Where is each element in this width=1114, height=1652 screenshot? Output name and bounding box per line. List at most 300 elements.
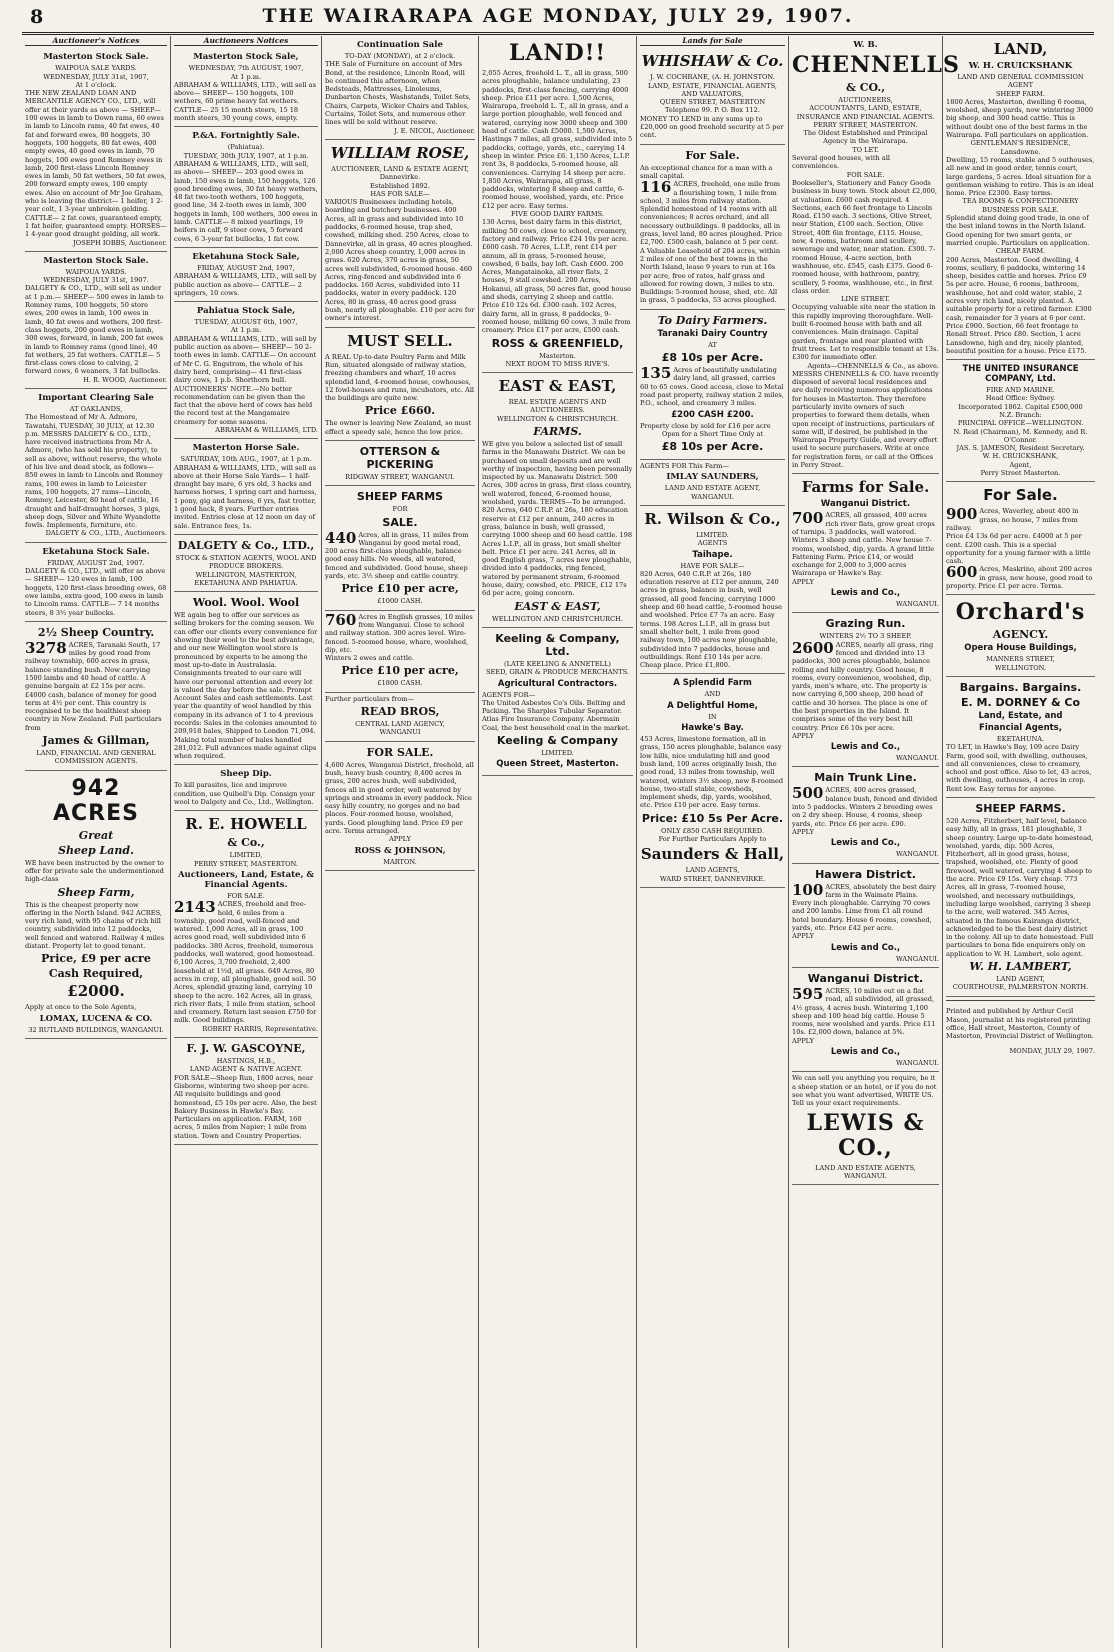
ad-acres: 500: [792, 784, 824, 803]
ad-cash: ONLY £850 CASH REQUIRED.: [661, 826, 764, 835]
ad-keeling: [482, 628, 633, 776]
ad-line-body: Occupying valuable site near the station in this rapidly improving thoroughfare. Well-built 6-roomed house with bath and all conveniences. Main drainage. Capital garden, frontage and rear planted with fruit trees. Let to responsible tenant at 13s. £300 for immediate offer.: [792, 303, 939, 362]
ad-messrs: MESSRS CHENNELLS & CO. have recently disposed of several local residences and are daily receiving numerous applications for houses in Masterton. They therefore particularly invite owners of such properties to forward them details, when upon receipt of instructions, particulars of same will, if desired, be published in the Wairarapa Property Guide, and every effort used to secure purchasers. Write at once for registration form, or call at the Offices in Perry Street.: [792, 369, 939, 470]
ad-east-and-east: [482, 373, 633, 628]
ad-subtitle: Taranaki Dairy Country: [657, 328, 768, 339]
ad-title: Wool. Wool. Wool: [192, 596, 300, 610]
ad-agent: Lewis and Co.,: [830, 838, 901, 849]
ad-price: Price, £9 per acre: [41, 952, 151, 966]
ad-body: ACRES, 400 acres grassed, balance bush, fenced and divided into 5 paddocks. Winters 2 breeding ewes on 2 dry sheep. House, 4 rooms, sheep yards, etc. Price £6 per acre. £90.: [792, 786, 938, 828]
ad-body: ABRAHAM & WILLIAMS, LTD., will sell as above at their Horse Sale Yards— 1 half-draught bay mare, 6 yrs old, 3 hacks and harness horses, 1 spring cart and harness, 1 pony, gig and harness, 6 yrs, fast trotter, 1 good hack, 8 years. Further entries invited. Entries close at 12 noon on day of sale. Entrance fees, 1s.: [174, 463, 317, 530]
ad-note: Property close by sold for £16 per acre: [640, 421, 771, 430]
ad-lewis: [792, 1072, 939, 1185]
ad-title: To Dairy Farmers.: [657, 313, 768, 327]
ad-place: EKETAHUNA.: [996, 734, 1045, 743]
ad-date: FRIDAY, AUGUST 2nd, 1907,: [197, 263, 295, 272]
ad-line: LAND AGENT & NATIVE AGENT.: [189, 1065, 303, 1074]
ad-imlay-saunders: [640, 460, 785, 506]
ad-body: 4,600 Acres, Wanganui District, freehold, all bush, heavy bush country, 8,400 acres in grass, 200 acres bush, well subdivided, fences all in good order, well watered by springs and streams in every paddock. Nice easy hilly country, no gorges and no bad places. Four-roomed house, woolshed, yards. Good ploughing land. Price £9 per acre. Terms arranged.: [325, 760, 474, 835]
ad-directors: N. Reid (Chairman), M. Kennedy, and R. O'Connor.: [953, 427, 1088, 444]
ad-address: NEXT ROOM TO MISS RIVE'S.: [505, 359, 610, 368]
ad-body3: A Valuable Leasehold of 204 acres, within 2 miles of one of the best towns in the North Island, lease 9 years to run at 16s per acre, free of rates, half grass and allowed for rowing down, 3 miles to stn. Buildings: 5-roomed house, shed, etc. All in grass, 5 paddocks, 53 acres ploughed.: [640, 246, 781, 305]
ad-time: At 1 p.m.: [230, 72, 262, 81]
printer-imprint: Printed and published by Arthur Cecil Mason, journalist at his registered printing office, Hall street, Masterton, County of Masterton, Provincial District of Wellington.: [946, 1007, 1094, 1041]
ad-agency: AGENCY.: [992, 628, 1049, 642]
ad-agent: Lewis and Co.,: [830, 942, 901, 953]
ad-have: HAVE FOR SALE—: [680, 561, 745, 570]
ad-body: ABRAHAM & WILLIAMS, LTD., will sell by public auction as above— SHEEP— 50 2-tooth ewes in lamb. CATTLE— On account of Mr C. G. Engstrom, the whole of his dairy herd, comprising— 41 first-class dairy cows, 1 p.b. Shorthorn bull.: [174, 334, 317, 385]
ad-title: FOR SALE.: [366, 745, 434, 759]
ad-farms-for-sale: [792, 474, 939, 613]
ad-title: Masterton Stock Sale.: [43, 52, 149, 63]
ad-place: Masterton.: [539, 351, 576, 360]
ad-place: Taihape.: [692, 549, 733, 560]
ad-price: Price £10 per acre,: [341, 664, 459, 678]
ad-forsale: FOR SALE.: [227, 891, 265, 900]
column-6: [788, 36, 960, 1648]
ad-agents: AGENTS: [697, 539, 728, 548]
ad-sheep-farms-lambert: [946, 798, 1095, 997]
ad-acres: 2600: [792, 638, 834, 657]
ad-william-rose: [325, 140, 475, 328]
ad-line: LAND AND ESTATE AGENT,: [664, 484, 761, 493]
ad-apply: APPLY: [792, 827, 814, 836]
ad-body: WE again beg to offer our services as selling brokers for the coming season. We can offer our clients every convenience for showing their wool to the best advantage, and our new Wellington wool store is pronounced by experts to be among the most up-to-date in Australasia. Consignments treated to our care will have our personal attention and every lot is valued the day before the sale. Prompt Account Sales and cash settlements. Last year the quantity of wool handled by this company in its advance of 1 to 4 previous records: Sales in the colonies amounted to 209,918 bales, Shipped to London 71,094. Making total number of bales handled 281,012. Full advances made against clips when required.: [174, 611, 318, 761]
ad-body: Acres, Waverley, about 400 in grass, no house, 7 miles from railway.: [946, 507, 1079, 532]
ad-office: PRINCIPAL OFFICE—WELLINGTON.: [957, 419, 1084, 428]
ad-place: WANGANUI: [379, 728, 421, 737]
ad-street: MANNERS STREET,: [986, 655, 1055, 664]
column-3: [321, 36, 478, 1648]
ad-title: 2½ Sheep Country.: [37, 625, 155, 639]
ad-line3: SALE.: [382, 515, 418, 529]
ad-line: LAND AGENT,: [996, 975, 1045, 984]
ad-sheep-farm: SHEEP FARM.: [995, 89, 1045, 98]
ad-limited: LIMITED.: [696, 530, 729, 539]
ad-for-sale: [640, 145, 785, 310]
ad-name: CHENNELLS: [792, 52, 960, 78]
ad-agent: ROSS & GREENFIELD,: [491, 336, 624, 350]
ad-body: THE Sale of Furniture on account of Mrs Bond, at the residence, Lincoln Road, will be continued this afternoon, when Bedsteads, Mattresses, Linoleums, Dunbarton Chests, Washstands, Toilet Sets, Chairs, Carpets, Wicker Chairs and Tables, Curtains, Toilet Sets, and numerous other lines will be sold without reserve.: [325, 60, 471, 127]
ad-line: Land, Estate, and: [978, 710, 1063, 721]
ad-line: SEED, GRAIN & PRODUCE MERCHANTS.: [485, 668, 630, 677]
ad-to-let-body: Several good houses, with all conveniences.: [792, 154, 891, 171]
column-5: [636, 36, 788, 1648]
ad-address: RIDGWAY STREET, WANGANUI.: [345, 472, 455, 481]
ad-title: Masterton Stock Sale.: [43, 255, 149, 266]
ad-bargains: [946, 677, 1095, 798]
ad-for-sale: [325, 742, 475, 871]
ad-sub: (LATE KEELING & ANNETELL): [504, 659, 611, 668]
ad-title: Masterton Horse Sale.: [192, 443, 300, 454]
ad-acres: 100: [792, 880, 824, 899]
ad-body: DALGETY & CO., LTD., will offer as above— SHEEP— 120 ewes in lamb, 100 hoggets, 120 first-class breeding ewes, 68 ewe lambs, extra good, 100 ewes in lamb to Lincoln rams. CATTLE— 7 14 months steers, 8 3½ year bullocks.: [25, 567, 167, 617]
ad-sheep-country: [25, 622, 167, 771]
ad-body: 1800 Acres, Masterton, dwelling 6 rooms, woolshed, sheep yards, now wintering 3000 big sheep, and 300 head cattle. This is without doubt one of the best farms in the Wairarapa. Full particulars on application.: [946, 97, 1094, 140]
ad-agent-role: Agent,: [1009, 460, 1032, 469]
ad-name: W. H. CRUICKSHANK: [968, 61, 1073, 71]
ad-land: LAND,: [993, 40, 1048, 58]
ad-place: WANGANUI.: [895, 1059, 939, 1068]
ad-line: Auctioneers, Land, Estate, & Financial Agents.: [177, 869, 315, 890]
ad-body: ACRES, freehold and free-hold, 6 miles from a township, good road, well-fenced and watered. 1,000 Acres, all in grass, 100 acres good road, well subdivided into 6 paddocks. 380 Acres, freehold, numerous paddocks, well watered, good homestead. 6,100 Acres, 3,700 freehold, 2,400 leasehold at 1½d, all grass. 649 Acres, 80 acres in crop, all ploughable, good soil. 50 Acres, splendid grazing land, carrying 10 sheep to the acre. 162 Acres, all in grass, rich river flats, 1 mile from station, school and creamery. Return last season £750 for milk. Good buildings.: [174, 900, 317, 1025]
ad-name: Keeling & Company, Ltd.: [495, 631, 620, 658]
ad-date: TUESDAY, AUGUST 6th, 1907,: [194, 318, 298, 327]
ad-line: LAND AGENTS,: [685, 866, 740, 875]
newspaper-title: THE WAIRARAPA AGE MONDAY, JULY 29, 1907.: [262, 5, 854, 27]
ad-acres: 3278: [25, 638, 67, 657]
ad-head: Head Office: Sydney.: [985, 394, 1056, 403]
ad-date: TO-DAY (MONDAY), at 2 o'clock.: [344, 52, 456, 60]
ad-dairy-farms: FIVE GOOD DAIRY FARMS.: [510, 210, 605, 219]
ad-open: Open for a Short Time Only at: [661, 429, 764, 438]
ad-branch: N.Z. Branch:: [999, 410, 1042, 419]
ad-farms: FARMS.: [533, 424, 582, 438]
ad-name: WHISHAW & Co.: [641, 52, 784, 71]
ad-main-trunk: [792, 767, 939, 863]
ad-body: WE have been instructed by the owner to offer for private sale the undermentioned high-class: [25, 858, 164, 884]
ad-price: Price: £10 5s Per Acre.: [641, 811, 784, 825]
ad-body: 520 Acres, Fitzherbert, half level, balance easy hilly, all in grass, 181 ploughable, 3 sheep country. Large up-to-date homestead, woolshed, yards, dip. 500 Acres, Fitzherbert, all in good grass, house, trapshed, woolshed, etc. Plenty of good firewood, well watered, carrying 4 sheep to the acre. Price £9 15s. Very cheap. 773 Acres, all in grass, 7-roomed house, woolshed, and necessary outbuildings, including large woolshed, carrying 3 sheep to the acre, well watered. 345 Acres, situated in the famous Kairanga district, acknowledged to be the best dairy district in the colony. All up to date homestead. Full particulars to bona fide enquirers only on application to W. H. Lambert, sole agent.: [946, 817, 1094, 958]
ad-line: STOCK & STATION AGENTS, WOOL AND PRODUCE BROKERS.: [175, 553, 317, 571]
ad-signature: Agents—CHENNELLS & Co., as above.: [807, 361, 939, 370]
ad-place: WANGANUI.: [895, 754, 939, 763]
ad-760-acres: [325, 611, 475, 693]
ad-body: VARIOUS Businesses including hotels, boarding and butchery businesses. 400 Acres, all in grass and subdivided into 10 paddocks, 6-roomed house, trap shed, cowshed, milking shed. 250 Acres, close to Dannevirke, all in grass, 40 acres ploughed. 2,000 Acres sheep country, 1,000 acres in grass. 620 Acres, 370 acres in grass, 50 acres well subdivided, 6-roomed house. 460 Acres, ring-fenced and subdivided into 6 paddocks. 160 Acres, subdivided into 11 paddocks, water in every paddock. 120 Acres, 80 in grass, 40 acres good grass bush, nearly all ploughable. £10 per acre for owner's interest.: [325, 198, 475, 323]
ad-apply: APPLY: [792, 731, 814, 740]
ad-orchards: [946, 595, 1095, 677]
ad-place: WANGANUI.: [895, 600, 939, 609]
ad-gascoyne: [174, 1038, 318, 1145]
ad-apply: APPLY: [792, 932, 814, 941]
ad-date: SATURDAY, 10th AUG., 1907, at 1 p.m.: [180, 455, 312, 464]
ad-title: Bargains. Bargains.: [959, 680, 1082, 694]
ad-co: & Co.,: [227, 836, 265, 850]
ad-line: CENTRAL LAND AGENCY,: [355, 720, 445, 729]
ad-place: HASTINGS, H.B.,: [216, 1057, 276, 1066]
ad-agents-sub: LAND, FINANCIAL AND GENERAL COMMISSION AGENTS.: [36, 749, 156, 766]
ad-place: WAIPOUA YARDS.: [65, 267, 127, 276]
ad-agent: Lewis and Co.,: [830, 742, 901, 753]
ad-body: ACRES, Taranaki South, 17 miles by good road from railway township, 600 acres in grass, balance standing bush. Now carrying 1500 lambs and 40 head of cattle. A genuine bargain at £2 15s per acre. £4000 cash, balance of money for good term at 4½ per cent. This country is recognised to be the healthiest sheep country in New Zealand. Full particulars from: [25, 640, 162, 732]
ad-sheep-dip: [174, 765, 318, 811]
ad-name: THE UNITED INSURANCE COMPANY, Ltd.: [962, 364, 1079, 385]
ad-acres: 595: [792, 984, 824, 1003]
ad-line2: Established 1892.: [370, 181, 430, 190]
ad-line: REAL ESTATE AGENTS AND AUCTIONEERS.: [508, 398, 607, 415]
ad-942-acres: [25, 771, 167, 1039]
ad-time: At 1 o'clock.: [75, 80, 117, 89]
ad-phone: Telephone 99. P. O. Box 112.: [665, 106, 760, 115]
ad-cash: £1000 CASH.: [377, 597, 423, 606]
ad-sale-body: Bookseller's, Stationery and Fancy Goods business in busy town. Stock about £2,000, at valuation. £600 cash required. 4 Sections, each 66 feet frontage to Lincoln Road. £150 each. 3 sections, Olive Street, near Station, £100 each. Section, Olive Street, 40ft 6in frontage, £115. House, new, 4 rooms, bathroom and scullery, sewerage and water, near station. £300. 7-roomed House, 4-acre section, both washhouse, etc. £545, cash £375. Good 6-roomed house, with bathroom, pantry, scullery, 5 rooms, washhouse, etc., in first class order.: [792, 178, 938, 295]
ad-for-sale: FOR SALE.: [846, 170, 885, 179]
ad-co: & CO.,: [845, 81, 886, 94]
ad-street: PERRY STREET, MASTERTON.: [813, 120, 918, 129]
ad-line2: ACCOUNTANTS, LAND, ESTATE, INSURANCE AND FINANCIAL AGENTS.: [796, 104, 935, 121]
ad-title: Main Trunk Line.: [814, 771, 917, 785]
ad-splendid-farm: [640, 674, 785, 887]
ad-address: COURTHOUSE, PALMERSTON NORTH.: [952, 983, 1089, 992]
ad-masterton-stock-sale: [25, 48, 167, 252]
ad-whishaw: [640, 48, 785, 144]
ad-line: Opera House Buildings,: [964, 643, 1077, 654]
ad-body: Acres, all in grass, 11 miles from Wanganui by good metal road, 200 acres first-class ploughable, balance good easy hills. No weeds, all watered, fenced and subdivided. Good house, sheep yards, etc. 3½ sheep and cattle country.: [325, 530, 469, 581]
ad-masterton-stock-sale-2: [174, 48, 318, 127]
section-header: Lands for Sale: [640, 37, 785, 46]
ad-acres: 760: [325, 610, 357, 629]
columns: [22, 36, 1098, 1648]
ad-name: EAST & EAST,: [498, 377, 617, 396]
ad-line: AUCTIONEERS,: [838, 96, 893, 104]
ad-line: LAND, ESTATE, FINANCIAL AGENTS, AND VALUATORS,: [647, 81, 778, 98]
section-header: Auctioneer's Notices: [25, 37, 167, 46]
ad-title: 942 ACRES: [53, 775, 139, 826]
ad-body: ABRAHAM & WILLIAMS, LTD., will sell by public auction as above— CATTLE— 2 springers, 10 cows.: [174, 272, 317, 297]
ad-body2: This is the cheapest property now offering in the North Island. 942 ACRES, very rich land, with 95 chains of rich hill country, subdivided into 12 paddocks, well fenced and watered. Railway 4 miles distant. Property let to good tenant.: [25, 900, 165, 951]
ad-name: R. Wilson & Co.,: [644, 509, 781, 528]
ad-tea-rooms: TEA ROOMS & CONFECTIONERY BUSINESS FOR SALE.: [962, 197, 1079, 214]
ad-money: MONEY TO LEND in any sums up to £20,000 on good freehold security at 5 per cent.: [640, 114, 784, 140]
ad-body: ACRES, absolutely the best dairy farm in the Waimate Plains. Every inch ploughable. Carrying 70 cows and 200 lambs. Lime from £1 all round hotel boundary. House 6 rooms, cowshed, yards, etc. Price £42 per acre.: [792, 882, 936, 933]
ad-hawera: [792, 864, 939, 968]
ad-address: 32 RUTLAND BUILDINGS, WANGANUI.: [28, 1025, 164, 1034]
ad-title: Important Clearing Sale: [38, 392, 154, 403]
ad-agent: LOMAX, LUCENA & CO.: [39, 1013, 153, 1024]
ad-body: ABRAHAM & WILLIAMS, LTD., will sell as above— SHEEP— 150 hoggets, 100 wethers, 60 prime heavy fat wethers. CATTLE— 25 15 month steers, 15 18 month steers, 30 young cows, empty.: [174, 80, 316, 123]
ad-line3: HAS FOR SALE—: [370, 189, 430, 198]
ad-tea-body: Splendid stand doing good trade, in one of the best inland towns in the North Island. Good opening for two smart gents, or married couple. Particulars on application.: [946, 214, 1090, 247]
ad-partners: J. W. COCHRANE, (A. H. JOHNSTON.: [650, 73, 775, 82]
printer-imprint-date: MONDAY, JULY 29, 1907.: [1009, 1047, 1095, 1056]
ad-note: AUCTIONEERS' NOTE.—No better recommendation can be given than the fact that the above herd of cows has held the record test at the Mangamaire creamery for some seasons.: [174, 384, 313, 426]
ad-body: To kill parasites, lice and improve condition, use Quibell's Dip. Consign your wool to Dalgety and Co., Ltd., Wellington.: [174, 781, 315, 807]
ad-title: P.&A. Fortnightly Sale.: [192, 131, 300, 142]
ad-name: R. E. HOWELL: [185, 815, 307, 834]
ad-title: Grazing Run.: [825, 617, 906, 631]
ad-acres: 116: [640, 178, 672, 197]
ad-name: LEWIS & CO.,: [806, 1109, 925, 1161]
ad-name: DALGETY & Co., LTD.,: [177, 538, 315, 552]
ad-dairy-farmers: [640, 310, 785, 460]
ad-line1: AUCTIONEER, LAND & ESTATE AGENT, Dannevirke.: [331, 164, 469, 182]
ad-incorporated: Incorporated 1862. Capital £500,000: [958, 402, 1083, 411]
ad-place: MARTON.: [383, 857, 417, 866]
ad-place: WAIPOUA SALE YARDS.: [55, 64, 137, 73]
ad-body: 820 Acres, 640 C.R.P. at 26s, 180 education reserve at £12 per annum, 240 acres in grass, balance in bush, well grassed, all good fencing, carrying 1000 sheep and 60 head cattle, 5-roomed house and woolshed. Price £7 7s an acre. Easy terms. 198 Acres L.I.P., all in grass but small shelter belt, 1 mile from good railway town, 100 acres now ploughable, subdivided into 7 paddocks, house and outbuildings. Rent £10 14s per acre. Cheap place. Price £1,800.: [640, 569, 782, 670]
ad-price2: £8 10s per Acre.: [661, 440, 764, 454]
ad-address: Queen Street, Masterton.: [496, 759, 619, 770]
ad-place: WANGANUI.: [895, 850, 939, 859]
ad-body: WE give you below a selected list of small farms in the Manawatu District. We can be purchased on small deposits and are well worthy of inspection, having been personally inspected by us. Manawatu District. 500 Acres, 300 acres in grass, first class country, well watered, fenced, 6-roomed house, woolshed, yards. TERMS—To be arranged. 820 Acres, 640 C.R.P. at 26s, 180 education reserve at £12 per annum, 240 acres in grass, balance in bush, well grassed, carrying 1000 sheep and 60 head cattle. 198 Acres L.I.P., all in grass, but small shelter belt. Price £1 per acre. 241 Acres, all in good English grass, 7 acres new ploughable, divided into 4 paddocks, ring fenced, watered by permanent stream, 6-roomed house, dairy, cowshed, etc. PRICE, £12 17s 6d per acre, going concern.: [482, 439, 633, 598]
ad-at: AT: [708, 340, 717, 349]
ad-place: WELLINGTON.: [994, 663, 1047, 672]
ad-gentleman-place: Lansdowne.: [1000, 147, 1041, 156]
ad-limited: LIMITED,: [229, 851, 263, 860]
ad-r-wilson: [640, 506, 785, 674]
ad-date: WEDNESDAY, 7th AUGUST, 1907,: [188, 64, 304, 73]
ad-body: 453 Acres, limestone formation, all in grass, 150 acres ploughable, balance easy low hills, nice undulating hill and good bush land, 100 acres originally bush, the good road, 13 miles from township, well watered, winters 3½ sheep, new 8-roomed house, two-stall stable, cowsheds, implement sheds, dip, yards, woolshed, etc. Price £10 per acre. Easy terms.: [640, 735, 784, 810]
ad-line1: A Splendid Farm: [673, 678, 752, 689]
ad-body: The Oldest Established and Principal Agency in the Wairarapa.: [803, 129, 928, 146]
ad-auctioneer: DALGETY & CO., LTD., Auctioneers.: [45, 529, 167, 538]
ad-cruickshank: [946, 36, 1095, 360]
page-number: 8: [30, 6, 44, 28]
ad-gentleman: GENTLEMAN'S RESIDENCE,: [970, 139, 1071, 148]
column-4: [478, 36, 636, 1648]
ad-name: E. M. DORNEY & Co: [961, 695, 1080, 709]
ad-grazing-run: [792, 613, 939, 767]
ad-continuation-sale: [325, 36, 475, 140]
ad-time: At 1 p.m.: [230, 326, 262, 335]
ad-for-sale: [946, 482, 1095, 595]
ad-body2: 130 Acres, best dairy farm in this district, milking 50 cows, close to school, creamery, factory and railway. Price £24 10s per acre. £600 cash. 70 Acres, L.I.P., rent £14 per annum, all in grass, 5-roomed house, cowshed, 6 bails, bay loft. Cash £600. 200 Acres, Mangatainoka, all river flats, 2 houses, 9 stall cowshed. 200 Acres, Hokanui, all grass, 50 acres flat, good house and sheds, carrying 2 sheep and cattle. Price £10 12s 6d. £300 cash. 102 Acres, dairy farm, all in grass, 8 paddocks, 9-roomed house, milking 60 cows, 3 mile from creamery. Price £17 per acre, £500 cash.: [482, 218, 631, 335]
ad-farm: Sheep Farm,: [57, 885, 135, 899]
ad-date: WEDNESDAY, JULY 31st, 1907,: [43, 72, 149, 81]
ad-to-let: TO LET.: [852, 145, 879, 154]
ad-body: ACRES, 10 miles out on a flat road, all subdivided, all grassed, 4½ grass, 4 acres bush. Wintering 1,100 sheep and 100 head big cattle. House 5 rooms, new woolshed and yards. Price £11 10s. £2,000 down, balance at 5%.: [792, 986, 936, 1037]
ad-name: F. J. W. GASCOYNE,: [186, 1042, 306, 1056]
ad-date: WEDNESDAY, JULY 31st, 1907.: [43, 276, 149, 285]
ad-otterson: [325, 441, 475, 486]
ad-subtitle: AT OAKLANDS,: [69, 404, 123, 413]
ad-agent: Lewis and Co.,: [830, 588, 901, 599]
ad-united-insurance: [946, 360, 1095, 482]
ad-line: LAND AND GENERAL COMMISSION AGENT: [957, 73, 1084, 90]
ad-body2: Winters 2 ewes and cattle.: [325, 654, 414, 663]
ad-items: The United Asbestos Co's Oils. Belting and Packing. The Sharples Tubular Separator. Atlas Fire Insurance Company. Abermain Coal, the best household coal in the market.: [482, 698, 630, 732]
column-1: [22, 36, 170, 1648]
ad-place: WANGANUI.: [895, 954, 939, 963]
ad-wool: [174, 592, 318, 765]
ad-signature: J. E. NICOL, Auctioneer.: [394, 126, 475, 135]
ad-body: ACRES, nearly all grass, ring fenced and divided into 13 paddocks, 300 acres ploughable, balance rolling and hilly country. Good house, 8 rooms, every convenience, woolshed, dip, yards, men's whare, etc. The property is now carrying 6,500 sheep, 200 head of cattle and 30 horses. The place is one of the best properties in the Island. It comprises some of the very best hill country. Price £6 10s per acre.: [792, 640, 934, 732]
ad-cheap-body: 200 Acres, Masterton. Good dwelling, 4 rooms, scullery, 6 paddocks, wintering 14 sheep, besides cattle and horses. Price £9 5s per acre. House, 6 rooms, bathroom, washhouse, hot and cold water, stable, 2 acres very rich land, nicely planted. A suitable property for a retired farmer. £300 cash, remainder for 3 years at 6 per cent. Price £900. Section, 66 feet frontage to Renall Street. Price £80. Section, 1 acre Lansdowne, high and dry, nicely planted, beautiful position for a house. Price £175.: [946, 255, 1092, 355]
ad-title: For Sale.: [685, 148, 740, 162]
ad-body: DALGETY & CO., LTD., will sell as under at 1 p.m.— SHEEP— 500 ewes in lamb to Romney rams, 100 hoggets, 50 store ewes, 200 ewes in lamb, 100 ewes in lamb, 40 fat ewes and wethers, 200 first-class hoggets, 200 good ewes in lamb, 300 ewes, forward, in lamb, 200 fat ewes in lamb to Romney rams (good line), 40 fat wethers, 25 fat wethers. CATTLE— 5 first-class cows close to calving, 2 forward cows, 6 weaners, 3 fat bullocks.: [25, 284, 164, 376]
section-header: Auctioneers Notices: [174, 37, 318, 46]
ad-must-sell: [325, 328, 475, 441]
ad-cheap-farm: CHEAP FARM.: [995, 247, 1046, 256]
ad-line2: Agricultural Contractors.: [497, 678, 618, 689]
ad-further: Further particulars from—: [325, 694, 415, 703]
ad-further: For Further Particulars Apply to: [658, 835, 767, 843]
ad-body: TO LET, in Hawke's Bay, 109 acre Dairy Farm, good soil, with dwelling, outhouses, and all conveniences, close to creamery, school and post office. Also to let, 43 acres, with dwelling, outhouses, 4 acres in crop. Rent low. Easy terms for anyone.: [946, 743, 1092, 793]
ad-auctioneer: ABRAHAM & WILLIAMS, LTD.: [215, 425, 318, 434]
ad-gentleman-body: Dwelling, 15 rooms, stable and 5 outhouses, all new and in good order, tennis court, large gardens, 5 acres. Ideal situation for a gentleman wishing to retire. This is an ideal home. Price £2300. Easy terms.: [946, 155, 1095, 198]
ad-title: Continuation Sale: [357, 40, 443, 50]
ad-acres: 700: [792, 509, 824, 528]
ad-line1: SHEEP FARMS: [356, 490, 444, 504]
ad-title: For Sale.: [983, 486, 1058, 505]
ad-body: An exceptional chance for a man with a small capital.: [640, 163, 773, 180]
ad-acres: 135: [640, 364, 672, 383]
ad-body-2: Acres, Maskrino, about 200 acres in grass, new house, good road to property. Price £1 per acre. Terms.: [946, 565, 1093, 591]
ad-street: QUEEN STREET, MASTERTON: [659, 98, 766, 107]
ad-agents: AGENTS FOR—: [482, 690, 536, 699]
ad-apply: Apply at once to the Sole Agents,: [25, 1003, 137, 1012]
ad-name: Orchard's: [955, 599, 1086, 626]
ad-read-bros: [325, 693, 475, 742]
ad-title: MUST SELL.: [347, 331, 453, 350]
ad-wanganui: [792, 968, 939, 1072]
ad-body: FOR SALE—Sheep Run, 1800 acres, near Gisborne, wintering two sheep per acre. All requisite buildings and good homestead, £5 10s per acre. Also, the best Bakery Business in Hawke's Bay. Particulars on application. FARM, 160 acres, 5 miles from Napier; 1 mile from station. Town and Country Properties.: [174, 1073, 317, 1140]
ad-auctioneer: JOSEPH IOBBS, Auctioneer.: [73, 238, 167, 247]
ad-body2: The owner is leaving New Zealand, so must effect a speedy sale, hence the low price.: [325, 419, 472, 436]
ad-signature: ROBERT HARRIS, Representative.: [202, 1024, 318, 1033]
ad-apply: APPLY: [792, 577, 814, 586]
ad-price: Price £660.: [364, 404, 436, 418]
ad-line: LAND AND ESTATE AGENTS,: [815, 1163, 916, 1172]
ad-intro: We can sell you anything you require, be it a sheep station or an hotel, or if you do not see what you want advertised, WRITE US. Tell us your exact requirements.: [792, 1074, 937, 1108]
masthead: [22, 2, 1094, 35]
ad-howell: [174, 811, 318, 1038]
ad-agents-for: AGENTS FOR This Farm—: [640, 462, 729, 471]
ad-waipoua-stock-sale: [25, 252, 167, 389]
ad-body: Acres of beautifully undulating dairy land, all grassed, carries 60 to 65 cows. Good access, close to Metal road past property, railway station 2 miles, P.O., school, and creamery 3 miles.: [640, 366, 784, 408]
ad-body: 2,055 Acres, freehold L. T., all in grass, 500 acres ploughable, balance undulating, 23 paddocks, first-class fencing, carrying 4000 sheep. Price £11 per acre. 1,500 Acres, Wairarapa, freehold L. T., all in grass, and a large portion ploughable, well fenced and watered, carrying now 3000 sheep and 300 head of cattle. Cash £5000. 1,500 Acres, Hastings 7 miles, all grass, subdivided into 5 paddocks, cottage, yards, etc., carrying 14 sheep in winter. Price £6. 1,150 Acres, L.I.P. rent 3s, 8 paddocks, 5-roomed house, all conveniences. Carrying 14 sheep per acre. 1,850 Acres, Wairarapa, all grass, 8 paddocks, wintering 8 sheep and cattle, 6-roomed house, woolshed, yards, etc. Price £12 per acre. Easy terms.: [482, 69, 633, 210]
ad-name2: Keeling & Company: [496, 734, 619, 747]
ad-line5: Hawke's Bay.: [681, 723, 744, 734]
ad-sub1: Great: [78, 828, 114, 842]
ad-eketahuna-sale-2: [174, 248, 318, 302]
ad-title: Hawera District.: [815, 867, 916, 881]
ad-sub: WINTERS 2½ TO 3 SHEEP.: [819, 632, 912, 641]
ad-initials: W. B.: [853, 40, 878, 50]
ad-horse-sale: [174, 439, 318, 535]
ad-acres: 2143: [174, 898, 216, 917]
column-7: [942, 36, 1098, 1648]
ad-title: Eketahuna Stock Sale.: [42, 546, 150, 557]
ad-line: FIRE AND MARINE.: [986, 386, 1055, 395]
ad-subtitle: (Pahiatua).: [227, 143, 265, 152]
ad-dalgety: [174, 535, 318, 592]
ad-auctioneer: H. R. WOOD, Auctioneer.: [83, 375, 167, 384]
ad-eketahuna-stock-sale: [25, 543, 167, 622]
ad-sub2: Sheep Land.: [58, 843, 134, 857]
ad-apply: APPLY: [389, 835, 411, 844]
ad-title: Farms for Sale.: [801, 478, 930, 497]
ad-body: A REAL Up-to-date Poultry Farm and Milk Run, situated alongside of railway station, freezing chambers and wharf, 10 acres splendid land, 4-roomed house, cowhouses, 12 fowl-houses and runs, incubators, etc. All the buildings are quite new.: [325, 352, 475, 403]
ad-fortnightly-sale: [174, 127, 318, 248]
ad-agent: Lewis and Co.,: [830, 1047, 901, 1058]
ad-title: Masterton Stock Sale,: [193, 52, 299, 63]
ad-body: The Homestead of Mr A. Admore, Tawatahi, TUESDAY, 30 JULY, at 12.30 p.m. MESSRS DALGETY & CO., LTD., have received instructions from Mr A. Admore, (who has sold his property), to sell as above, without reserve, the whole of his live and dead stock, as follows— 850 ewes in lamb to Lincoln and Romney rams, 100 ewes in lamb to Leicester rams, 100 hoggets, 27 rams—Lincoln, Romney, Leicester, 80 head of cattle, 16 draught and half-draught horses, 3 pigs, sheep dogs, Silver and White Wyandotte fowls. Implements, furniture, etc.: [25, 413, 163, 530]
ad-date: FRIDAY, AUGUST 2nd, 1907.: [47, 558, 145, 567]
ad-price: Price £10 per acre,: [341, 582, 459, 596]
ad-name: IMLAY SAUNDERS,: [666, 472, 759, 483]
ad-line3: A Delightful Home,: [667, 700, 758, 711]
ad-acres: 440: [325, 528, 357, 547]
ad-places: WELLINGTON, MASTERTON, EKETAHUNA AND PAHIATUA.: [194, 570, 298, 587]
ad-title: Pahiatua Stock Sale,: [196, 306, 296, 317]
ad-places: WELLINGTON & CHRISTCHURCH.: [496, 414, 619, 423]
ad-name: READ BROS,: [360, 705, 440, 719]
ad-place: WANGANUI.: [843, 1171, 888, 1180]
ad-name: OTTERSON & PICKERING: [359, 444, 441, 471]
ad-agent: W. H. CRUICKSHANK,: [982, 452, 1059, 461]
ad-pahiatua-sale: [174, 302, 318, 439]
ad-cash: Cash Required,: [48, 967, 144, 981]
ad-agents: James & Gillman,: [42, 734, 150, 748]
ad-body2: ACRES, freehold, one mile from a flourishing town, 1 mile from school, 3 miles from railway station. Splendid homestead of 14 rooms with all conveniences; 8 acres orchard, and all necessary outbuildings. 8 paddocks, all in grass, level land, 80 acres ploughed. Price £2,700. £500 cash, balance at 5 per cent.: [640, 180, 783, 247]
ad-title: Sheep Dip.: [220, 769, 272, 780]
ad-name: ROSS & JOHNSON,: [354, 845, 446, 856]
ad-street: PERRY STREET, MASTERTON.: [194, 859, 298, 868]
ad-acres-2: 600: [946, 563, 978, 582]
ad-secretary: JAS. S. JAMESON, Resident Secretary.: [956, 444, 1085, 453]
ad-address: WARD STREET, DANNEVIRKE.: [659, 874, 766, 883]
